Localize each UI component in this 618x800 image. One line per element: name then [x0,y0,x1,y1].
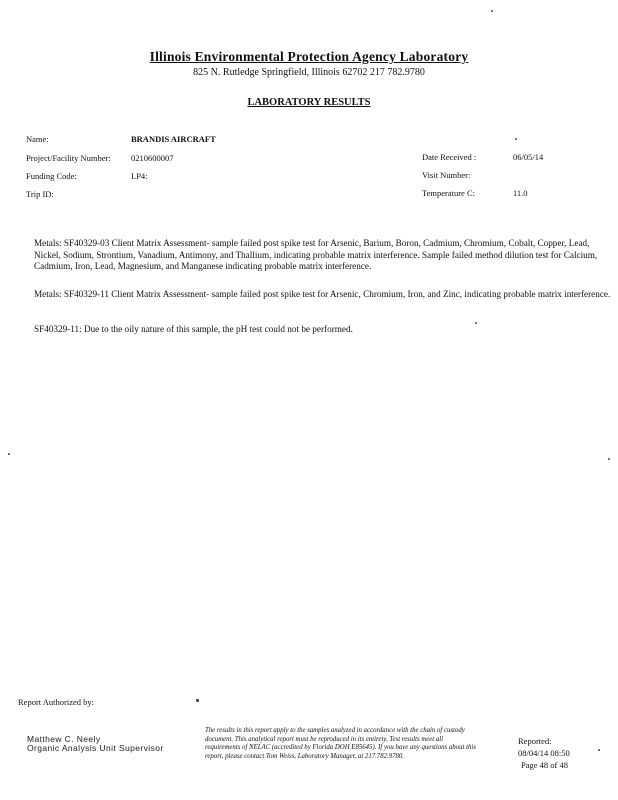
date-received-value: 06/05/14 [513,152,544,162]
agency-title: Illinois Environmental Protection Agency Laboratory [149,49,469,64]
name-label: Name: [26,134,49,144]
funding-label: Funding Code: [26,171,77,181]
project-value: 0210600007 [131,153,174,163]
signer-title: Organic Analysis Unit Supervisor [27,743,164,753]
trip-label: Trip ID: [26,189,54,199]
reported-value: 08/04/14 08:50 [518,748,570,758]
temperature-label: Temperature C: [422,188,475,198]
note-metals-03: Metals: SF40329-03 Client Matrix Assessment- sample failed post spike test for Arsenic, Barium, Boron, Cadmium, Chromium, Cobalt, Copper, Lead, Nickel, Sodium, Strontium, Vanadium, Antimony, and Thallium, indicating probable matrix interference. Sample failed method dilution test for Calcium, Cadmium, Iron, Lead, Magnesium, and Manganese indicating probable matrix interference. [34,238,598,271]
project-label: Project/Facility Number: [26,153,111,163]
scan-speck [515,138,517,140]
scan-speck [475,322,477,324]
note-ph: SF40329-11: Due to the oily nature of this sample, the pH test could not be performed. [34,324,353,334]
disclaimer: The results in this report apply to the samples analyzed in accordance with the chain of custody document. This analytical report must be reproduced in its entirety. Test results meet all requirements of NELAC (accredited by Florida DOH E85645). If you have any questions about this report, please contact Tom Weiss, Laboratory Manager, at 217.782.9780. [205,727,476,760]
reported-label: Reported: [518,736,552,746]
report-title: LABORATORY RESULTS [247,97,371,108]
authorized-label: Report Authorized by: [18,697,95,707]
scan-speck [8,453,10,455]
scan-speck [491,10,493,12]
signer-name: Matthew C. Neely [27,734,101,744]
agency-address: 825 N. Rutledge Springfield, Illinois 62702 217 782.9780 [193,67,425,78]
funding-value: LP4: [131,171,148,181]
note-metals-11: Metals: SF40329-11 Client Matrix Assessment- sample failed post spike test for Arsenic, Chromium, Iron, and Zinc, indicating probable matrix interference. [34,289,611,299]
name-value: BRANDIS AIRCRAFT [131,134,216,144]
visit-label: Visit Number: [422,170,471,180]
scan-speck [598,749,600,751]
page-number: Page 48 of 48 [521,760,568,770]
scan-speck [196,699,199,702]
date-received-label: Date Received : [422,152,477,162]
temperature-value: 11.0 [513,188,528,198]
scan-speck [608,458,610,460]
